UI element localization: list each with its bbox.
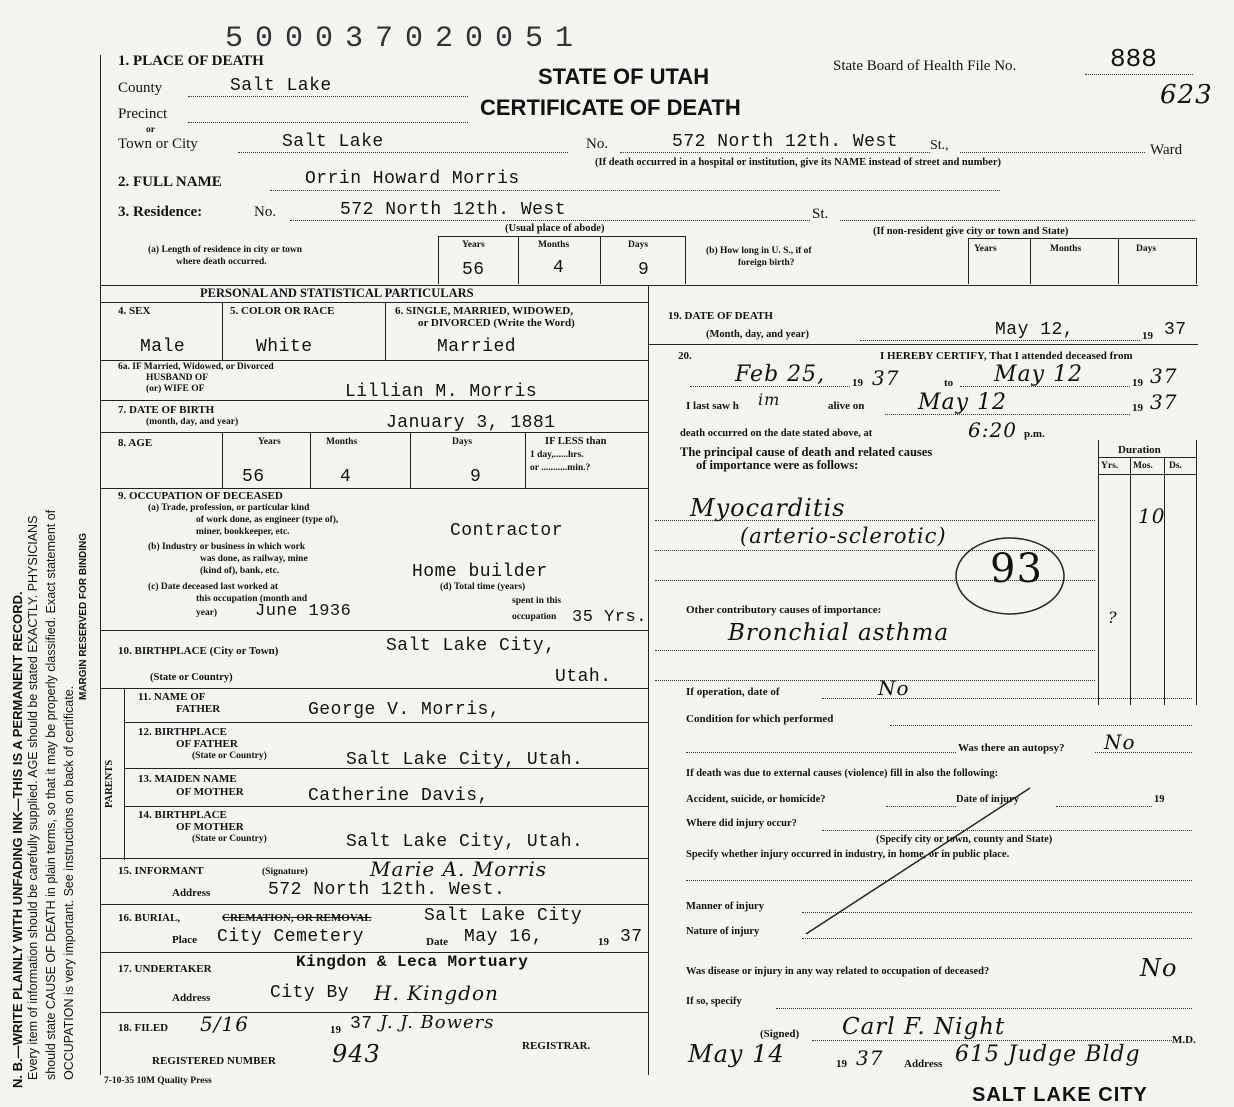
burial-date: May 16, — [464, 927, 544, 947]
res-months-header: Months — [538, 240, 570, 250]
death-date-label-a: 19. DATE OF DEATH — [668, 310, 773, 322]
birthplace-label: 10. BIRTHPLACE (City or Town) — [118, 645, 279, 657]
cause-code-circle — [950, 532, 1070, 620]
dob-label-b: (month, day, and year) — [146, 417, 239, 427]
us-years-header: Years — [974, 244, 997, 254]
spouse-label-b: HUSBAND OF — [146, 373, 209, 383]
duration-yrs-header: Yrs. — [1101, 461, 1119, 471]
ward-label: Ward — [1150, 142, 1183, 158]
from-year-prefix: 19 — [852, 377, 863, 389]
burial-strike-label: CREMATION, OR REMOVAL — [222, 912, 372, 924]
reg-number-label: REGISTERED NUMBER — [152, 1055, 276, 1067]
burial-place-label: Place — [172, 934, 198, 946]
alive-year: 37 — [1150, 390, 1178, 414]
burial-place: City Cemetery — [217, 927, 364, 947]
undertaker-label: 17. UNDERTAKER — [118, 963, 212, 975]
st-label: St., — [930, 138, 949, 153]
residence-st-label: St. — [812, 206, 829, 222]
burial-label: 16. BURIAL, — [118, 912, 181, 924]
occ-b-3: (kind of), bank, etc. — [200, 566, 280, 576]
town-value: Salt Lake — [282, 132, 384, 152]
occ-a-2: of work done, as engineer (type of), — [196, 515, 339, 525]
where-note: (Specify city or town, county and State) — [876, 834, 1053, 845]
occ-a-3: miner, bookkeeper, etc. — [196, 527, 290, 537]
birthplace-state: Utah. — [555, 667, 612, 687]
fbirth-label-c: (State or Country) — [192, 751, 267, 761]
res-years-value: 56 — [462, 260, 485, 280]
hospital-note: (If death occurred in a hospital or institution, give its NAME instead of street and number) — [595, 157, 1002, 168]
occ-c-1: (c) Date deceased last worked at — [148, 582, 279, 592]
sidebar-line-3: Every item of information should be carefully supplied. AGE should be stated EXACTLY. PHYSICIANS — [26, 515, 40, 1080]
fbirth-value: Salt Lake City, Utah. — [346, 750, 584, 770]
duration-header: Duration — [1118, 444, 1161, 456]
spouse-label-c: (or) WIFE OF — [146, 384, 205, 394]
age-days-value: 9 — [470, 467, 482, 487]
occ-d-2: spent in this — [512, 596, 562, 606]
dob-label-a: 7. DATE OF BIRTH — [118, 404, 215, 416]
accident-label: Accident, suicide, or homicide? — [686, 794, 826, 805]
mother-label-b: OF MOTHER — [176, 786, 244, 798]
occ-d-value: 35 Yrs. — [572, 608, 647, 627]
occ-b-value: Home builder — [412, 562, 548, 582]
length-label-b: where death occurred. — [176, 257, 267, 267]
marital-value: Married — [437, 337, 517, 357]
burial-year: 37 — [620, 927, 643, 947]
informant-address-label: Address — [172, 887, 211, 899]
certify-number: 20. — [678, 350, 692, 362]
res-years-header: Years — [462, 240, 485, 250]
county-label: County — [118, 80, 163, 96]
age-days-header: Days — [452, 437, 473, 447]
occ-d-1: (d) Total time (years) — [440, 582, 526, 592]
injury-year-prefix: 19 — [1154, 794, 1165, 805]
last-saw-label: I last saw h — [686, 400, 739, 412]
sidebar-line-5: OCCUPATION is very important. See instructions on back of certificate. — [62, 685, 76, 1080]
occ-c-value: June 1936 — [255, 602, 352, 621]
signature-address-label: Address — [904, 1058, 943, 1070]
abode-note: (Usual place of abode) — [505, 223, 605, 234]
precinct-label: Precinct — [118, 106, 168, 122]
occ-b-2: was done, as railway, mine — [200, 554, 308, 564]
left-border — [100, 55, 101, 1075]
address-no-label: No. — [586, 136, 609, 152]
birthplace-state-label: (State or Country) — [150, 672, 233, 683]
mbirth-label-b: OF MOTHER — [176, 821, 244, 833]
alive-year-prefix: 19 — [1132, 402, 1143, 414]
age-years-header: Years — [258, 437, 281, 447]
autopsy-label: Was there an autopsy? — [958, 742, 1065, 754]
serial-number: 500037020051 — [225, 22, 586, 56]
us-label-b: foreign birth? — [738, 258, 795, 268]
registrar-label: REGISTRAR. — [522, 1040, 591, 1052]
marital-label-b: or DIVORCED (Write the Word) — [418, 317, 575, 329]
less-label-c: or ...........min.? — [530, 463, 591, 473]
personal-heading: PERSONAL AND STATISTICAL PARTICULARS — [200, 286, 474, 300]
color-label: 5. COLOR OR RACE — [230, 305, 335, 317]
residence-no-label: No. — [254, 204, 277, 220]
death-time-suffix: p.m. — [1024, 428, 1045, 440]
injury-strike-mark — [800, 780, 1040, 940]
manner-label: Manner of injury — [686, 901, 764, 912]
age-label: 8. AGE — [118, 437, 153, 449]
other-causes-label: Other contributory causes of importance: — [686, 604, 882, 616]
alive-date: May 12 — [918, 390, 1008, 415]
dob-value: January 3, 1881 — [386, 413, 556, 433]
color-value: White — [256, 337, 313, 357]
death-date-label-b: (Month, day, and year) — [706, 329, 809, 340]
attended-from-year: 37 — [872, 366, 900, 390]
birthplace-city: Salt Lake City, — [386, 636, 556, 656]
spouse-value: Lillian M. Morris — [345, 382, 538, 402]
filed-date: 5/16 — [200, 1012, 249, 1036]
sex-label: 4. SEX — [118, 305, 151, 317]
mbirth-label-a: 14. BIRTHPLACE — [138, 809, 227, 821]
age-months-header: Months — [326, 437, 358, 447]
residence-label: 3. Residence: — [118, 204, 203, 220]
burial-date-label: Date — [426, 936, 448, 948]
cause-label-b: of importance were as follows: — [696, 458, 859, 472]
to-year-prefix: 19 — [1132, 377, 1143, 389]
external-label: If death was due to external causes (violence) fill in also the following: — [686, 768, 999, 779]
signed-label: (Signed) — [760, 1028, 800, 1040]
certificate-title: CERTIFICATE OF DEATH — [480, 95, 741, 120]
death-year-prefix: 19 — [1142, 330, 1153, 342]
registrar-signature: J. J. Bowers — [380, 1012, 495, 1033]
sidebar-line-1: MARGIN RESERVED FOR BINDING — [78, 532, 89, 700]
cause-code: 93 — [990, 546, 1043, 592]
burial-year-prefix: 19 — [598, 936, 609, 948]
occurred-label: death occurred on the date stated above, at — [680, 428, 873, 439]
county-value: Salt Lake — [230, 76, 332, 96]
mbirth-label-c: (State or Country) — [192, 834, 267, 844]
place-address: 572 North 12th. West — [672, 132, 899, 152]
certify-label: I HEREBY CERTIFY, That I attended deceased from — [880, 350, 1133, 362]
other-cause: Bronchial asthma — [728, 620, 950, 646]
less-label-a: IF LESS than — [545, 436, 607, 447]
residence-value: 572 North 12th. West — [340, 200, 567, 220]
informant-sig-label: (Signature) — [262, 867, 308, 877]
death-time: 6:20 — [968, 418, 1017, 442]
father-label-b: FATHER — [176, 703, 221, 715]
specify-label: Specify whether injury occurred in industry, in home, or in public place. — [686, 849, 1010, 860]
us-months-header: Months — [1050, 244, 1082, 254]
cause-primary-duration: 10 — [1138, 504, 1166, 528]
mother-value: Catherine Davis, — [308, 786, 489, 806]
md-label: M.D. — [1172, 1034, 1196, 1046]
cause-label-a: The principal cause of death and related causes — [680, 445, 933, 459]
death-year: 37 — [1164, 320, 1187, 340]
age-years-value: 56 — [242, 467, 265, 487]
mbirth-value: Salt Lake City, Utah. — [346, 832, 584, 852]
autopsy-value: No — [1104, 730, 1136, 754]
attended-to-year: 37 — [1150, 364, 1178, 388]
undertaker-name: Kingdon & Leca Mortuary — [296, 953, 529, 971]
occ-c-2: this occupation (month and — [196, 594, 308, 604]
res-months-value: 4 — [553, 258, 565, 278]
place-heading: 1. PLACE OF DEATH — [118, 53, 264, 69]
to-label: to — [944, 377, 954, 389]
condition-label: Condition for which performed — [686, 713, 834, 725]
where-label: Where did injury occur? — [686, 818, 797, 829]
full-name-value: Orrin Howard Morris — [305, 169, 520, 189]
related-value: No — [1140, 954, 1178, 982]
alive-label: alive on — [828, 400, 865, 412]
nonresident-note: (If non-resident give city or town and State) — [873, 226, 1069, 237]
occ-d-3: occupation — [512, 612, 557, 622]
fbirth-label-a: 12. BIRTHPLACE — [138, 726, 227, 738]
occ-b-1: (b) Industry or business in which work — [148, 542, 306, 552]
informant-signature: Marie A. Morris — [370, 857, 548, 881]
informant-address: 572 North 12th. West. — [268, 880, 506, 900]
occ-a-1: (a) Trade, profession, or particular kind — [148, 503, 310, 513]
city-stamp: SALT LAKE CITY — [972, 1084, 1148, 1106]
ifso-label: If so, specify — [686, 996, 742, 1007]
operation-label: If operation, date of — [686, 686, 780, 698]
signature-year: 37 — [856, 1046, 884, 1070]
file-number: 888 — [1110, 44, 1157, 74]
reg-number: 943 — [332, 1040, 381, 1068]
parents-side-label: PARENTS — [104, 759, 115, 808]
attended-from: Feb 25, — [735, 362, 826, 387]
filed-year-prefix: 19 — [330, 1024, 341, 1036]
binding-margin — [0, 0, 98, 1100]
signature-date: May 14 — [688, 1040, 785, 1068]
duration-ds-header: Ds. — [1169, 461, 1182, 471]
duration-mos-header: Mos. — [1133, 461, 1153, 471]
length-label-a: (a) Length of residence in city or town — [148, 245, 303, 255]
spouse-label-a: 6a. IF Married, Widowed, or Divorced — [118, 362, 274, 372]
file-number-hand: 623 — [1160, 80, 1213, 110]
signature-address: 615 Judge Bldg — [955, 1042, 1141, 1067]
signature-year-prefix: 19 — [836, 1058, 847, 1070]
other-cause-duration: ? — [1108, 608, 1118, 627]
father-label-a: 11. NAME OF — [138, 691, 206, 703]
sidebar-line-2: N. B.—WRITE PLAINLY WITH UNFADING INK—THIS IS A PERMANENT RECORD. — [10, 591, 25, 1088]
operation-value: No — [878, 676, 910, 700]
file-number-label: State Board of Health File No. — [833, 58, 1017, 74]
us-label-a: (b) How long in U. S., if of — [706, 246, 812, 256]
sidebar-line-4: should state CAUSE OF DEATH in plain terms, so that it may be properly classified. Exact statement of — [44, 509, 58, 1080]
physician-signature: Carl F. Night — [842, 1014, 1006, 1040]
filed-year: 37 — [350, 1014, 373, 1034]
state-title: STATE OF UTAH — [538, 64, 710, 89]
us-days-header: Days — [1136, 244, 1157, 254]
last-saw-hand: im — [758, 390, 781, 409]
marital-label-a: 6. SINGLE, MARRIED, WIDOWED, — [395, 305, 573, 317]
occ-a-value: Contractor — [450, 521, 564, 541]
center-divider — [648, 285, 649, 1075]
sex-value: Male — [140, 337, 186, 357]
cause-primary: Myocarditis — [690, 494, 846, 522]
nature-label: Nature of injury — [686, 926, 760, 937]
cause-primary-detail: (arterio-sclerotic) — [740, 524, 947, 548]
age-months-value: 4 — [340, 467, 352, 487]
filed-label: 18. FILED — [118, 1022, 169, 1034]
occupation-label: 9. OCCUPATION OF DECEASED — [118, 490, 283, 502]
injury-date-label: Date of injury — [956, 794, 1019, 805]
or-label: or — [146, 125, 155, 135]
father-value: George V. Morris, — [308, 700, 501, 720]
res-days-value: 9 — [638, 260, 650, 280]
fbirth-label-b: OF FATHER — [176, 738, 238, 750]
undertaker-signature: H. Kingdon — [374, 981, 499, 1005]
related-label: Was disease or injury in any way related to occupation of deceased? — [686, 966, 990, 977]
town-label: Town or City — [118, 136, 198, 152]
form-number: 7-10-35 10M Quality Press — [104, 1076, 212, 1086]
full-name-label: 2. FULL NAME — [118, 174, 222, 190]
undertaker-address: City By — [270, 983, 350, 1003]
informant-label: 15. INFORMANT — [118, 865, 204, 877]
burial-city: Salt Lake City — [424, 906, 583, 926]
res-days-header: Days — [628, 240, 649, 250]
mother-label-a: 13. MAIDEN NAME — [138, 773, 237, 785]
attended-to: May 12 — [994, 362, 1084, 387]
occ-c-3: year) — [196, 608, 218, 618]
undertaker-address-label: Address — [172, 992, 211, 1004]
less-label-b: 1 day,......hrs. — [530, 450, 584, 460]
death-date: May 12, — [995, 320, 1075, 340]
